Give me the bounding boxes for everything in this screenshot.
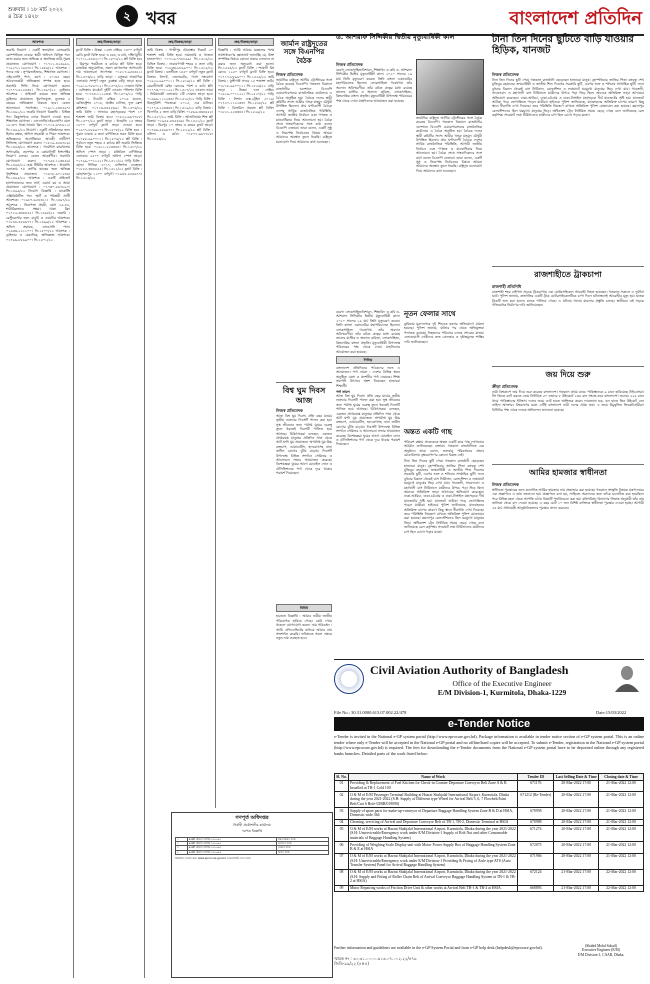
article-text: টানা তিন দিনের ছুটি পেয়ে গতকাল রাজধানী ছেড়েছেন হাজারো মানুষ। বৃহস্পতিবার জাতির পিতা বঙ্গবন্ধু শেখ মুজিবুর রহমানের জন্মবার্ষিকী ও জাতীয় শিশু দিবসের সরকারি ছুটি, এরপর শুক্র ও শনিবার সাপ্তাহিক ছুটি। ফলে বুধবার বিকাল থেকেই বাস টার্মিনাল, রেলস্টেশন ও লঞ্চঘাটে ঘরমুখো মানুষের ভিড় দেখা যায়। গাবতলী, সায়েদাবাদ ও মহাখালী বাস টার্মিনালে যাত্রীদের উপচে পড়া ভিড় ছিল। অনেকে অতিরিক্ত ভাড়া আদায়ের অভিযোগ করেছেন। ঢাকা-আরিচা, ঢাকা-চট্টগ্রাম ও ঢাকা-টাঙ্গাইল মহাসড়কে দীর্ঘ যানজটের সৃষ্টি হয়। যানজটে আটকা পড়ে ভোগান্তিতে পড়েন যাত্রীরা। হাইওয়ে পুলিশ জানিয়েছে, যানবাহনের অতিরিক্ত চাপের কারণে কিছু স্থানে ধীরগতি দেখা দিয়েছে। তবে পরিস্থিতি নিয়ন্ত্রণে রাখতে অতিরিক্ত পুলিশ মোতায়েন করা হয়েছে। কমলাপুর রেলস্টেশনেও ছিল ঘরমুখো মানুষের ভিড়। অধিকাংশ ট্রেন নির্ধারিত সময়ে ছেড়ে গেছে বলে জানিয়েছে রেল কর্তৃপক্ষ। সদরঘাট লঞ্চ টার্মিনালেও যাত্রীদের চাপ ছিল চোখে পড়ার মতো। [492, 78, 644, 118]
page-header [6, 4, 644, 36]
col-header: Last Selling Date & Time [555, 774, 597, 779]
byline: রাজশাহী প্রতিনিধি [492, 284, 522, 289]
table-row [335, 819, 644, 826]
divider [492, 464, 644, 465]
article-text: আজ বিশ্ব ঘুম দিবস। প্রতি বছর মার্চের তৃতীয় শুক্রবার দিবসটি পালন করা হয়। সুস্থ জীবনের জন্য পর্যাপ্ত ঘুমের গুরুত্ব তুলে ধরতেই দিবসটি পালিত হয়ে আসছে। চিকিৎসকরা বলছেন, একজন প্রাপ্তবয়স্ক মানুষের প্রতিদিন সাত থেকে আট ঘণ্টা ঘুম প্রয়োজন। অপর্যাপ্ত ঘুম উচ্চ রক্তচাপ, ডায়াবেটিস, হৃদরোগসহ নানা জটিল রোগের ঝুঁকি বাড়ায়। দিবসটি উপলক্ষে বিভিন্ন সংগঠন সেমিনার ও আলোচনা সভার আয়োজন করেছে। বিশেষজ্ঞরা ঘুমের আগে মোবাইল ফোন ও টেলিভিশনের পর্দা থেকে দূরে থাকার পরামর্শ দিয়েছেন। [276, 414, 332, 476]
classified-column-title: আবশ্যক [6, 38, 70, 46]
date-line-bangla: ৪ চৈত্র ১৪২৮ [8, 14, 39, 20]
table-row [335, 869, 644, 885]
table-cell: 22-Mar-2022 12:00 [599, 885, 644, 892]
table-cell: 21-Mar-2022 12:00 [599, 780, 644, 791]
caab-logo-icon [334, 664, 364, 694]
e-tender-table [334, 773, 644, 892]
headline-one-tree: অন্তত একটি গাছ [404, 428, 452, 436]
article-ashraf-siddiqui-body [336, 68, 412, 308]
box-title: বিবিধ [276, 604, 332, 612]
tender-table [175, 837, 329, 855]
article-text: রাজশাহী শহর বাইপাস সড়কে ট্রাকচাপায় এক মোটরসাইকেল আরোহী নিহত হয়েছেন। গতকাল সকালে এ দুর্ঘটনা ঘটে। পুলিশ জানায়, দ্রুতগতির একটি ট্রাক মোটরসাইকেলটিকে চাপা দিলে ঘটনাস্থলেই আরোহীর মৃত্যু হয়। ঘাতক ট্রাকটি জব্দ করা হলেও চালক পালিয়ে গেছে। এ ঘটনায় থানায় মামলার প্রস্তুতি চলছে। স্থানীয়রা ওই সড়কে গতিরোধক নির্মাণের দাবি জানিয়েছেন। [492, 290, 644, 308]
table-row [335, 842, 644, 853]
article-text: নারী বিশ্বকাপে জয় দিয়ে শুরু করেছে বাংলাদেশ। গতকাল প্রথম ম্যাচে পাকিস্তানকে ৯ রানে হারিয়েছে টাইগ্রেসরা। টস জিতে ব্যাট করতে নেমে নির্ধারিত ৫০ ওভারে ৮ উইকেটে ২৩৪ রান সংগ্রহ করে বাংলাদেশ। জবাবে ২২৫ রানে থামে পাকিস্তানের ইনিংস। দলের জয়ে ব্যাট হাতে অর্ধশতক করেন ফারজানা হক, বল হাতে তিন উইকেট নেন নাহিদা আক্তার। বিশ্বকাপের মঞ্চে এটিই বাংলাদেশ নারী দলের প্রথম জয়। এ জয়ে উচ্ছ্বসিত ক্রিকেটপ্রেমীরা। বিসিবির পক্ষ থেকে দলকে অভিনন্দন জানানো হয়েছে। [492, 390, 644, 412]
article-mid-left-column [336, 310, 400, 640]
table-cell: রক্ষণাবেক্ষণ কাজ [276, 838, 328, 842]
table-row [176, 850, 329, 854]
tender-notice-pwd [171, 812, 333, 978]
classified-column-title: ক্রয়/বিক্রয়/ভাড়া [76, 38, 142, 46]
table-cell: 671274 [518, 826, 554, 842]
signature-org: E/M Division-1, CAAB, Dhaka. [577, 952, 625, 957]
table-cell: 20-Mar-2022 17:00 [554, 819, 599, 826]
classified-text: জরুরি নিয়োগ : একটি স্বনামধন্য বেসরকারি কোম্পানিতে ঢাকার স্থায়ী অফিসে বিভিন্ন পদে কাজ করার জন্য অভিজ্ঞ ও অনভিজ্ঞ নারী-পুরুষ প্রয়োজন। যোগাযোগ : ০১৭১১-৪২৫৯৬২, ০১৯২৭-১১৬৪৭৮। ফি-১৪৮৯/২২ আবশ্যক : পদের নাম : সুপারভাইজার, শিক্ষাগত যোগ্যতা : এইচএসসি পাস, বয়স : ২০-৩৫ বছর। আবেদনকারী অভিজ্ঞতা সম্পন্ন হতে হবে। সরাসরি সিভি নিয়ে যোগাযোগ করুন। ০১৭৭৭-৪২২৪৩৫। ফি-১৪৯০/২২ ড্রাইভার আবশ্যক : প্রাইভেট কারের জন্য অভিজ্ঞ ড্রাইভার প্রয়োজন। ধূমপানমুক্ত, ন্যূনতম ৫ বছরের অভিজ্ঞতা থাকতে হবে। বেতন আলোচনা সাপেক্ষে। ০১৯১১-২৩৪৫৬৭। ফি-১৪৯১/২২ জরুরি নিয়োগ বিজ্ঞপ্তি : বিভিন্ন পদে কিছুসংখ্যক লোক নিয়োগ দেওয়া হবে। শিক্ষাগত যোগ্যতা : এসএসসি/এইচএসসি। বয়স ১৮-৩০। থাকা-খাওয়া ফ্রি। ০১৭১৫-৬৭৮৯১২। ফি-১৪৯২/২২ নিয়োগ : একটি প্রতিষ্ঠানের জন্য হিসাব রক্ষক, অফিস সহকারী ও পিয়ন আবশ্যক। অভিজ্ঞদের অগ্রাধিকার। আগ্রহী প্রার্থীগণ সিভিসহ যোগাযোগ করুন। ০১৮১৯-৪৫৬৭৮৯। ফি-১৪৯৩/২২ আবশ্যক : গার্মেন্টস কারখানায় অপারেটর, হেলপার ও কোয়ালিটি ইন্সপেক্টর নিয়োগ চলছে। বেতন আকর্ষণীয়। সরাসরি যোগাযোগ করুন। ০১৭৫৫-১২৩৪৫৬। ফি-১৪৯৪/২২ হোম টিউটর আবশ্যক : ধানমন্ডি এলাকায় ৭ম শ্রেণির ছাত্রের জন্য অভিজ্ঞ গৃহশিক্ষক প্রয়োজন। ০১৬৭৮-৯০১২৩৪। ফি-১৪৯৫/২২ আবশ্যক : একটি প্রাইভেট হাসপাতালের জন্য নার্স, ওয়ার্ড বয় ও আয়া প্রয়োজন। যোগাযোগ : ০১৭৩০-৫৬৭৮৯০। ফি-১৪৯৬/২২ নিয়োগ বিজ্ঞপ্তি : মার্কেটিং এক্সিকিউটিভ পদে স্মার্ট ও পরিশ্রমী প্রার্থী আবশ্যক। ০১৯৮৭-৬৫৪৩২১। ফি-১৪৯৭/২২ আবশ্যক : নিরাপত্তা প্রহরী, বয়স ২৫-৪৫, শারীরিকভাবে সক্ষম। থাকা ফ্রি। ০১৭২২-৩৩৪৪৫৫। ফি-১৪৯৮/২২ জরুরি : রেস্টুরেন্টের জন্য বাবুর্চি ও ওয়েটার আবশ্যক। ০১৮৪৪-৫৫৬৬৭৭। ফি-১৪৯৯/২২ আবশ্যক : অফিস সহায়ক, এসএসসি পাস। ০১৯৩৩-২২১১০০। ফি-১৫০০/২২ আবশ্যক : ড্রাইভার ও মেকানিক, অভিজ্ঞতা আবশ্যক। ০১৭৬৬-৮৮৯৯০০। ফি-১৫০১/২২ [6, 48, 70, 242]
headline-amir-hamza: আমির হামজার স্বাধীনতা [529, 468, 607, 477]
article-text: কুমিল্লার মুরাদনগরে দুই শিশুকে হত্যার অভিযোগে মামলা হয়েছে। পুলিশ জানায়, ঘটনার পর থেকে অভিযুক্তরা পলাতক রয়েছে। নিহতদের পরিবারে চলছে শোকের মাতম। এলাকাবাসী দোষীদের দ্রুত গ্রেফতার ও দৃষ্টান্তমূলক শাস্তির দাবি জানিয়েছেন। [404, 322, 484, 344]
box-title: নিবিড় [336, 356, 400, 364]
table-cell: 21-Mar-2022 12:00 [599, 792, 644, 808]
col-header: Tender ID [518, 774, 554, 781]
article-tree-body [404, 322, 484, 422]
headline-ashraf-siddiqui: ড. আশরাফ সিদ্দিকীর দ্বিতীয় মৃত্যুবার্ষিকী কাল [336, 33, 455, 41]
headline-rajshahi: রাজশাহীতে ট্রাকচাপা [534, 270, 602, 279]
tender-org: গণপূর্ত অধিদপ্তর [235, 815, 269, 821]
table-cell: 671212 (Re-Tender) [518, 792, 554, 808]
table-cell: O & M of E/M Passenger Terminal Building at Hazrat Shahjalal International Airport, Kurmitola, Dhaka during the year 2021-2022 (S.H: Supply of Different type Wheel for Arrival Belt 5, 6, 7 Flowbelt/Joint Belt/Cart 6 Hole-UIBB/019090) [348, 792, 517, 808]
table-cell: 671966 [518, 853, 554, 869]
table-cell: 08 [335, 869, 349, 885]
table-cell: e-GP টেন্ডার আইডি ৬৭৮৯০৪ [187, 850, 276, 854]
table-cell: 20-Mar-2022 17:00 [554, 792, 599, 808]
table-cell: 02 [335, 792, 349, 808]
article-bibidh-box [276, 604, 332, 804]
article-ashraf-siddiqui-body-cont [416, 116, 482, 306]
table-cell: 20-Mar-2022 17:00 [554, 826, 599, 842]
article-rajshahi-body [492, 290, 644, 362]
divider [492, 366, 644, 367]
byline: নিজস্ব প্রতিবেদক [492, 482, 519, 487]
column-divider [215, 38, 216, 808]
table-cell: 21-Mar-2022 12:00 [599, 842, 644, 853]
e-tender-footer: Further information and guidelines are available in the e-GP System Portal and from e-GP help desk (helpdesk@eprocure.gov.bd). [334, 945, 543, 950]
col-header: Closing date & Time [599, 774, 644, 781]
table-row [335, 826, 644, 842]
tender-org-name: Civil Aviation Authority of Bangladesh [370, 663, 569, 677]
table-cell: 671176 [518, 780, 554, 791]
table-cell: Providing of Weighing Scale Display unit with Motor Power Supply Box of Baggage Handling System Zone B & E at HSIA [348, 842, 517, 853]
classified-column-1 [6, 38, 70, 978]
table-cell: 668893 [518, 885, 554, 892]
tender-notice-label: দরপত্র বিজ্ঞপ্তি [241, 829, 262, 833]
byline: নিজস্ব প্রতিবেদক [276, 408, 303, 413]
headline-world-sleep-day: বিশ্ব ঘুম দিবস আজ [282, 386, 326, 405]
table-cell: 09 [335, 885, 349, 892]
table-row [335, 853, 644, 869]
classified-text: ফ্ল্যাট বিক্রি : উত্তরা ১২নং সেক্টরে ১৩০০ বর্গফুট রেডি ফ্ল্যাট বিক্রি হবে। ৩ বেড, ৩ বাথ, দক্ষিণমুখী। ০১৭১১-৫৪৩২১০। ফি-১৫০২/২২ প্লট বিক্রি হবে : মিরপুর পল্লবীতে ৩ কাঠার প্লট বিক্রি হবে। রাজউক অনুমোদিত, সকল কাগজপত্র আপডেট। দাম আলোচনা সাপেক্ষে। ০১৮১৭-৬৫৪৩২১। ফি-১৫০৩/২২ বাড়ি ভাড়া : বসুন্ধরা আবাসিক এলাকায় সম্পূর্ণ নতুন ডুপ্লেক্স বাড়ি ভাড়া হবে। ০১৯১২-৭৮৯০১২। ফি-১৫০৪/২২ দোকান বিক্রি : গুলিস্তান মার্কেটে দুইটি দোকান পজিশন বিক্রি হবে। ০১৭৪৪-১১২২৩৩। ফি-১৫০৫/২২ গাড়ি বিক্রয় : টয়োটা এক্সিও ২০১৬ মডেল, রেজিস্ট্রেশন ২০১৮, অক্টেন চালিত, ফুল ফ্রেশ কন্ডিশন। ০১৭১৩-৪৪৫৫৬৬। ফি-১৫০৬/২২ জমি বিক্রি : সাভারে মহাসড়কের পাশে ১০ শতাংশ জমি বিক্রয় হবে। ০১৮২২-৬৬৭৭৮৮। ফি-১৫০৭/২২ ফ্ল্যাট ভাড়া : ধানমন্ডি ১৫ নম্বরে ১৮০০ বর্গফুট ফ্ল্যাট ভাড়া দেওয়া হবে। ০১৯৭৭-৮৮৯৯০০। ফি-১৫০৮/২২ বিক্রি হবে : পুরান ঢাকায় ৬ তলা বাণিজ্যিক ভবন বিক্রি হবে। ০১৭৮৮-৯৯০০১১। ফি-১৫০৯/২২ প্লট বিক্রি : পূর্বাচল নতুন শহরে ৫ কাঠার প্লট জরুরি ভিত্তিতে বিক্রি হবে। ০১৬১১-২২৩৩৪৪। ফি-১৫১০/২২ অফিস স্পেস ভাড়া : মতিঝিল বাণিজ্যিক এলাকায় ২৫০০ বর্গফুট অফিস স্পেস ভাড়া। ০১৭৯৯-০০১১২২। ফি-১৫১১/২২ গাড়ি বিক্রি : হোন্ডা সিভিক ২০১৭, ব্যক্তিগত ব্যবহৃত। ০১৮৫৫-৩৩৪৪৫৫। ফি-১৫১২/২২ ফ্ল্যাট বিক্রি : মোহাম্মদপুর ১২০০ বর্গফুট। ০১৯৪৪-৫৫৬৬৭৭। ফি-১৫১৩/২২ [76, 48, 142, 181]
article-text: হারানো বিজ্ঞপ্তি : আমার নামীয় জাতীয় পরিচয়পত্র হারিয়ে গেছে। কেউ পেয়ে থাকলে যোগাযোগ করুন। নাম পরিবর্তন : আমি এফিডেভিটের মাধ্যমে আমার নাম সংশোধন করেছি। ভবিষ্যতে সকল ক্ষেত্রে নতুন নাম ব্যবহৃত হবে। [276, 614, 332, 641]
table-cell: 20-Mar-2022 17:00 [554, 842, 599, 853]
signature-title: Executive Engineer (E/M) [582, 948, 620, 953]
table-cell: 21-Mar-2022 17:00 [554, 869, 599, 885]
divider [276, 382, 332, 383]
divider [334, 659, 644, 660]
table-cell: e-GP টেন্ডার আইডি ৬৭৮৯০১ [187, 838, 276, 842]
table-cell: 20-Mar-2022 17:00 [554, 780, 599, 791]
tender-division-line: E/M Division-1, Kurmitola, Dhaka-1229 [437, 688, 567, 697]
table-cell: 20-Mar-2022 17:00 [554, 808, 599, 819]
table-cell: Providing & Replacement of Fuel Kitchen for Check-in Counter Departure Conveyor Belt Zone A & B Installed at TB-1 Cold 100 [348, 780, 517, 791]
article-text: জার্মানির রাষ্ট্রদূত আখিম ট্রোস্টারের সঙ্গে বৈঠক করেছে বিএনপি। গতকাল বিকালে রাজধানীর গুলশানে বিএনপি চেয়ারপারসনের রাজনৈতিক কার্যালয়ে এ বৈঠক অনুষ্ঠিত হয়। বৈঠকে দলের স্থায়ী কমিটির সদস্য আমীর খসরু মাহমুদ চৌধুরী উপস্থিত ছিলেন। প্রায় ঘণ্টাব্যাপী বৈঠকে দেশের সার্বিক রাজনৈতিক পরিস্থিতি, আগামী জাতীয় নির্বাচন এবং গণতন্ত্র ও মানবাধিকার নিয়ে আলোচনা হয়। বৈঠক শেষে সাংবাদিকদের সঙ্গে কথা বলেন বিএনপি নেতারা। তারা বলেন, একটি সুষ্ঠু ও নিরপেক্ষ নির্বাচনের বিষয়ে আমরা আমাদের অবস্থান তুলে ধরেছি। রাষ্ট্রদূত মনোযোগ দিয়ে আমাদের কথা শুনেছেন। [276, 78, 332, 144]
table-cell: O & M of E/M works at Hazrat Shahjalal International Airport, Kurmitola, Dhaka during the year 2021-2022 (S.H: Unserviceable/Emergency work under E/M Division-1 Supply of Bolt Nut and other Consumable materials of Baggage Handling System) [348, 826, 517, 842]
table-cell: ৪ [176, 850, 188, 854]
tender-office: নির্বাহী প্রকৌশলীর কার্যালয় [233, 823, 271, 827]
table-cell: 21-Mar-2022 12:00 [599, 826, 644, 842]
article-text: জার্মানির রাষ্ট্রদূত আখিম ট্রোস্টারের সঙ্গে বৈঠক করেছে বিএনপি। গতকাল বিকালে রাজধানীর গুলশানে বিএনপি চেয়ারপারসনের রাজনৈতিক কার্যালয়ে এ বৈঠক অনুষ্ঠিত হয়। বৈঠকে দলের স্থায়ী কমিটির সদস্য আমীর খসরু মাহমুদ চৌধুরী উপস্থিত ছিলেন। প্রায় ঘণ্টাব্যাপী বৈঠকে দেশের সার্বিক রাজনৈতিক পরিস্থিতি, আগামী জাতীয় নির্বাচন এবং গণতন্ত্র ও মানবাধিকার নিয়ে আলোচনা হয়। বৈঠক শেষে সাংবাদিকদের সঙ্গে কথা বলেন বিএনপি নেতারা। তারা বলেন, একটি সুষ্ঠু ও নিরপেক্ষ নির্বাচনের বিষয়ে আমরা আমাদের অবস্থান তুলে ধরেছি। রাষ্ট্রদূত মনোযোগ দিয়ে আমাদের কথা শুনেছেন। [416, 116, 482, 173]
table-cell: O & M of E/M works at Hazrat Shahjalal International Airport, Kurmitola, Dhaka during the year 2021-2022 (S.H: Unserviceable/Emergency work under E/M Division-1 Providing & Fixing of Aisle type ATS (Auto Transfer System) Panel for Arrival Baggage Handling System) [348, 853, 517, 869]
tender-office-lines [402, 679, 602, 697]
table-cell: 21-Mar-2022 17:00 [554, 885, 599, 892]
classified-text: জমি বিক্রয় : গাজীপুর চৌরাস্তার নিকটে ২০ শতাংশ জমি বিক্রি হবে। নামজারি ও খাজনা হালনাগাদ। ০১৭১৬-৭৭৮৮৯৯। ফি-১৫১৪/২২ বিল্ডিং বিক্রয় : নারায়ণগঞ্জ শহরে ৪ তলা বাড়ি বিক্রি হবে। ০১৮৩৩-৮৮৯৯০০। ফি-১৫১৫/২২ ফ্ল্যাট বিক্রয় : বনশ্রীতে ১৪৫০ বর্গফুট নতুন ফ্ল্যাট বিক্রয়। লিফট, জেনারেটর, গ্যাস সংযোগ। ০১৯২২-৯৯০০১১। ফি-১৫১৬/২২ প্লট বিক্রি : কেরানীগঞ্জে মেইন রোডের পাশে ৪ কাঠা প্লট। ০১৭৭৩-০০১১২২। ফি-১৫১৭/২২ দোকান ভাড়া : নিউমার্কেট এলাকায় ২টি দোকান ভাড়া হবে। ০১৬৬৬-১১২২৩৩। ফি-১৫১৮/২২ গাড়ি বিক্রি : মিতসুবিশি পাজেরো ২০১৫, এক মালিক। ০১৭০৫-২২৩৩৪৪। ফি-১৫১৯/২২ বাড়ি বিক্রয় : খিলগাঁও ৫ তলা বাড়ি বিক্রি। ০১৮৬৬-৩৩৪৪৫৫। ফি-১৫২০/২২ জমি বিক্রি : আশুলিয়ায় শিল্প প্লট বিক্রয়। ০১৯৫৫-৪৪৫৫৬৬। ফি-১৫২১/২২ ফ্ল্যাট ভাড়া : মিরপুর ১০ নম্বরে ৩ রুমের ফ্ল্যাট ভাড়া। ০১৭৬৬-৫৫৬৬৭৭। ফি-১৫২২/২২ প্লট বিক্রি : বসিলা ৩ কাঠা। ০১৮৭৭-৬৬৭৭৮৮। ফি-১৫২৩/২২ [147, 48, 213, 141]
table-cell: 21-Mar-2022 12:00 [599, 819, 644, 826]
table-cell: Cleaning, servicing of Arrival and Departure Conveyor Belt of TB-1, TB-2, Domestic Terminal at HSIA [348, 819, 517, 826]
table-cell: মেরামত কাজ [276, 842, 328, 846]
headline-german-ambassador: জার্মান রাষ্ট্রদূতের সঙ্গে বিএনপির বৈঠক [280, 40, 328, 65]
col-header: Name of Work [348, 774, 517, 781]
section-title: খবর [146, 9, 176, 29]
article-text: টানা তিন দিনের ছুটি পেয়ে গতকাল রাজধানী ছেড়েছেন হাজারো মানুষ। বৃহস্পতিবার জাতির পিতা বঙ্গবন্ধু শেখ মুজিবুর রহমানের জন্মবার্ষিকী ও জাতীয় শিশু দিবসের সরকারি ছুটি, এরপর শুক্র ও শনিবার সাপ্তাহিক ছুটি। ফলে বুধবার বিকাল থেকেই বাস টার্মিনাল, রেলস্টেশন ও লঞ্চঘাটে ঘরমুখো মানুষের ভিড় দেখা যায়। গাবতলী, সায়েদাবাদ ও মহাখালী বাস টার্মিনালে যাত্রীদের উপচে পড়া ভিড় ছিল। অনেকে অতিরিক্ত ভাড়া আদায়ের অভিযোগ করেছেন। ঢাকা-আরিচা, ঢাকা-চট্টগ্রাম ও ঢাকা-টাঙ্গাইল মহাসড়কে দীর্ঘ যানজটের সৃষ্টি হয়। যানজটে আটকা পড়ে ভোগান্তিতে পড়েন যাত্রীরা। হাইওয়ে পুলিশ জানিয়েছে, যানবাহনের অতিরিক্ত চাপের কারণে কিছু স্থানে ধীরগতি দেখা দিয়েছে। তবে পরিস্থিতি নিয়ন্ত্রণে রাখতে অতিরিক্ত পুলিশ মোতায়েন করা হয়েছে। কমলাপুর রেলস্টেশনেও ছিল ঘরমুখো মানুষের ভিড়। অধিকাংশ ট্রেন নির্ধারিত সময়ে ছেড়ে গেছে বলে জানিয়েছে রেল কর্তৃপক্ষ। সদরঘাট লঞ্চ টার্মিনালেও যাত্রীদের চাপ ছিল চোখে পড়ার মতো। [404, 459, 484, 534]
column-divider [144, 38, 145, 978]
issue-date [8, 7, 63, 21]
table-cell: e-GP টেন্ডার আইডি ৬৭৮৯০২ [187, 842, 276, 846]
e-tender-title: e-Tender Notice [334, 717, 644, 731]
divider [492, 266, 644, 267]
tender-ref-no: File No.: 30.31.0000.613.07.002.22/478 [334, 710, 407, 715]
table-cell: ৩ [176, 846, 188, 850]
article-amir-hamza-body [492, 488, 644, 638]
col-header: Sl. No. [336, 774, 347, 779]
signature-name: (Shahid Mohd Sohail) [585, 944, 617, 948]
article-text: পরিবেশ রক্ষায় প্রত্যেককে অন্তত একটি করে গাছ লাগানোর আহ্বান জানিয়েছেন বক্তারা। গতকাল রাজধানীতে এক অনুষ্ঠানে তারা বলেন, জলবায়ু পরিবর্তনের প্রভাব মোকাবিলায় বৃক্ষরোপণের কোনো বিকল্প নেই। [404, 440, 484, 458]
memo-number: স্মারক নং : ৩০.৩১.০০০০.৬১৩.০৭.০০২.২২/৪৭৯ [334, 956, 417, 961]
table-cell: 01 [335, 780, 349, 791]
classified-column-4 [218, 38, 274, 808]
tender-ref-date: Date:15/03/2022 [596, 710, 627, 715]
newspaper-page [6, 4, 644, 980]
table-cell: 20-Mar-2022 17:00 [554, 853, 599, 869]
masthead-logo: বাংলাদেশ প্রতিদিন [509, 8, 642, 29]
table-cell: 04 [335, 819, 349, 826]
table-cell: 672124 [518, 869, 554, 885]
portrait-icon [614, 664, 640, 692]
article-text: বাংলাদেশ প্রতিদিনের পাঠকদের জন্য এ আয়োজন। পর্দা নামল : দেশের বিভিন্ন স্থানে অনুষ্ঠিত মেলা ও প্রদর্শনীর পর্দা নেমেছে। শিক্ষা সমাপনী উৎসবে অংশ নিয়েছেন হাজারো শিক্ষার্থী। [336, 365, 400, 388]
article-text: বরেণ্য লোকসাহিত্যবিশারদ, শিক্ষাবিদ ও কবি ড. আশরাফ সিদ্দিকীর দ্বিতীয় মৃত্যুবার্ষিকী কাল। ২০২০ সালের ১৯ মার্চ তিনি মৃত্যুবরণ করেন। তিনি বাংলা একাডেমির মহাপরিচালক ছিলেন। লোকসাহিত্য গবেষণায় তাঁর অবদান অবিস্মরণীয়। তাঁর রচিত গ্রন্থের মধ্যে রয়েছে তালেব মাস্টার ও অন্যান্য কবিতা, লোকসাহিত্য, কিংবদন্তির বাংলা প্রভৃতি। মৃত্যুবার্ষিকী উপলক্ষে পরিবারের পক্ষ থেকে দোয়া মাহফিলের আয়োজন করা হয়েছে। [336, 310, 400, 354]
table-cell: e-GP টেন্ডার আইডি ৬৭৮৯০৩ [187, 846, 276, 850]
article-joy-body [492, 390, 644, 460]
table-cell: 670958 [518, 808, 554, 819]
byline: নিজস্ব প্রতিবেদক [492, 72, 519, 77]
table-cell: 06 [335, 842, 349, 853]
tender-footer: বিস্তারিত তথ্যের জন্য www.eprocure.gov.bd ওয়েবসাইটে দেখা যাবে। [175, 856, 252, 860]
table-cell: 670988 [518, 819, 554, 826]
article-text: আজ বিশ্ব ঘুম দিবস। প্রতি বছর মার্চের তৃতীয় শুক্রবার দিবসটি পালন করা হয়। সুস্থ জীবনের জন্য পর্যাপ্ত ঘুমের গুরুত্ব তুলে ধরতেই দিবসটি পালিত হয়ে আসছে। চিকিৎসকরা বলছেন, একজন প্রাপ্তবয়স্ক মানুষের প্রতিদিন সাত থেকে আট ঘণ্টা ঘুম প্রয়োজন। অপর্যাপ্ত ঘুম উচ্চ রক্তচাপ, ডায়াবেটিস, হৃদরোগসহ নানা জটিল রোগের ঝুঁকি বাড়ায়। দিবসটি উপলক্ষে বিভিন্ন সংগঠন সেমিনার ও আলোচনা সভার আয়োজন করেছে। বিশেষজ্ঞরা ঘুমের আগে মোবাইল ফোন ও টেলিভিশনের পর্দা থেকে দূরে থাকার পরামর্শ দিয়েছেন। [336, 393, 400, 447]
table-cell: 05 [335, 826, 349, 842]
headline-holiday-traffic: টানা তিন দিনের ছুটিতে বাড়ি যাওয়ার হিড়িক, যানজট [492, 34, 634, 57]
article-text: স্বাধীনতা পুরস্কারের জন্য মনোনীত আমির হামজার নাম প্রত্যাহার করা হয়েছে। গতকাল সংস্কৃতি বিষয়ক মন্ত্রণালয়ের এক প্রজ্ঞাপনে এ তথ্য জানানো হয়। প্রজ্ঞাপনে বলা হয়, সাহিত্যে অবদানের জন্য তাঁকে মনোনীত করা হয়েছিল। পরে বিভিন্ন মহল থেকে আপত্তি ওঠায় বিষয়টি পুনর্বিবেচনা করা হয়। মন্ত্রিপরিষদ বিভাগের সিদ্ধান্ত অনুযায়ী তাঁর নাম তালিকা থেকে বাদ দেওয়া হয়েছে। এ বছর মোট ১০ জন বিশিষ্ট ব্যক্তিকে স্বাধীনতা পুরস্কার দেওয়া হচ্ছে। আগামী ২৪ মার্চ প্রধানমন্ত্রী আনুষ্ঠানিকভাবে পুরস্কার প্রদান করবেন। [492, 488, 644, 510]
table-cell: নির্মাণ কাজ [276, 850, 328, 854]
tender-office-line: Office of the Executive Engineer [452, 679, 552, 688]
table-cell: 21-Mar-2022 12:00 [599, 853, 644, 869]
table-cell: ২ [176, 842, 188, 846]
headline-joy: জয় দিয়ে শুরু [545, 370, 591, 379]
table-cell: Minor Repairing works of Friction Drive Unit & other works at Arrival Belt TB-1 & TB-2 at HSIA. [348, 885, 517, 892]
box-subtitle: পর্দা নামল [336, 389, 350, 394]
table-cell: 21-Mar-2022 12:00 [599, 808, 644, 819]
table-row [335, 792, 644, 808]
table-cell: ১ [176, 838, 188, 842]
portrait-photo [416, 59, 484, 115]
classified-column-title: ক্রয়/বিক্রয়/ভাড়া [218, 38, 274, 46]
e-tender-intro: e-Tender is invited in the National e-GP system portal (http://www.eprocure.gov.bd). Package information is available in tender notice section of e-GP system portal. This is an online tender where only e-Tender will be accepted in the National e-GP portal and no offline/hard copies will be accepted. To submit e-Tender, registration in the National e-GP system portal (http://www.eprocure.gov.bd) is required. The fees for downloading the e-Tender documents from the National e-GP system portal have to be deposited online through any registered banks branches. Detailed parts of the work listed below: [334, 734, 644, 756]
memo-block [334, 956, 417, 966]
classified-column-title: ক্রয়/বিক্রয়/ভাড়া [147, 38, 213, 46]
column-divider [73, 38, 74, 978]
headline-tree: নূতন ফেলার সাথে [404, 310, 456, 318]
classified-column-2 [76, 38, 142, 978]
classified-text: বিজ্ঞপ্তি : আমি আমার মক্কেলের পক্ষে সর্বসাধারণের জ্ঞাতার্থে জানাচ্ছি যে, উক্ত সম্পত্তির বিষয়ে কোনো প্রকার লেনদেন না করার জন্য অনুরোধ করা হলো। ফি-১৫২৪/২২ ফ্ল্যাট বিক্রি : শ্যামলী রিং রোডে ১২৫০ বর্গফুট ফ্ল্যাট বিক্রি হবে। ০১৭১৭-৮৮৯৯০০। ফি-১৫২৫/২২ জমি বিক্রয় : মুন্সীগঞ্জ সদরে ১৫ শতাংশ জমি। ০১৮১৮-৯৯০০১১। ফি-১৫২৬/২২ বাড়ি ভাড়া : উত্তরা ৭নং সেক্টর। ০১৯১৯-০০১১২২। ফি-১৫২৭/২২ গাড়ি বিক্রি : নিশান এক্স-ট্রেইল ২০১৬। ০১৭২০-১১২২৩৩। ফি-১৫২৮/২২ প্লট বিক্রি : ঝিলমিল প্রকল্পে প্লট বিক্রি। ০১৮২১-২২৩৩৪৪। ফি-১৫২৯/২২ [218, 48, 274, 115]
article-text: বরেণ্য লোকসাহিত্যবিশারদ, শিক্ষাবিদ ও কবি ড. আশরাফ সিদ্দিকীর দ্বিতীয় মৃত্যুবার্ষিকী কাল। ২০২০ সালের ১৯ মার্চ তিনি মৃত্যুবরণ করেন। তিনি বাংলা একাডেমির মহাপরিচালক ছিলেন। লোকসাহিত্য গবেষণায় তাঁর অবদান অবিস্মরণীয়। তাঁর রচিত গ্রন্থের মধ্যে রয়েছে তালেব মাস্টার ও অন্যান্য কবিতা, লোকসাহিত্য, কিংবদন্তির বাংলা প্রভৃতি। মৃত্যুবার্ষিকী উপলক্ষে পরিবারের পক্ষ থেকে দোয়া মাহফিলের আয়োজন করা হয়েছে। [336, 68, 412, 103]
byline: নিজস্ব প্রতিবেদক [276, 72, 303, 77]
table-cell: 672075 [518, 842, 554, 853]
table-row [335, 780, 644, 791]
date-line-gregorian: শুক্রবার । ১৮ মার্চ ২০২২ [8, 7, 64, 13]
table-cell: সংস্কার কাজ [276, 846, 328, 850]
signature-block [561, 944, 641, 957]
byline: ক্রীড়া প্রতিবেদক [492, 384, 518, 389]
table-cell: Supply of spare parts for make-up-conveyor of Departure Baggage Handling System Zone B & D at HSIA, Domestic wide 364 [348, 808, 517, 819]
table-row [335, 885, 644, 892]
article-german-ambassador-body [276, 78, 332, 378]
table-cell: O & M of E/M works at Hazrat Shahjalal International Airport, Kurmitola, Dhaka during the year 2021-2022 (S.H: Supply and Fitting of Roller Chain Belt of Arrival Conveyor Baggage Handling System at TB-1 & TB-2 at HSIA) [348, 869, 517, 885]
page-number-badge: ২ [116, 5, 138, 27]
gd-number: জিডি-৯৯/২২ (৪×৪) [334, 961, 369, 966]
table-cell: 03 [335, 808, 349, 819]
article-holiday-traffic-body [492, 78, 644, 260]
classified-column-3 [147, 38, 213, 808]
article-one-tree-body [404, 440, 484, 640]
table-cell: 22-Mar-2022 12:00 [599, 869, 644, 885]
table-cell: 07 [335, 853, 349, 869]
table-row [335, 808, 644, 819]
byline: নিজস্ব প্রতিবেদক [336, 62, 363, 67]
